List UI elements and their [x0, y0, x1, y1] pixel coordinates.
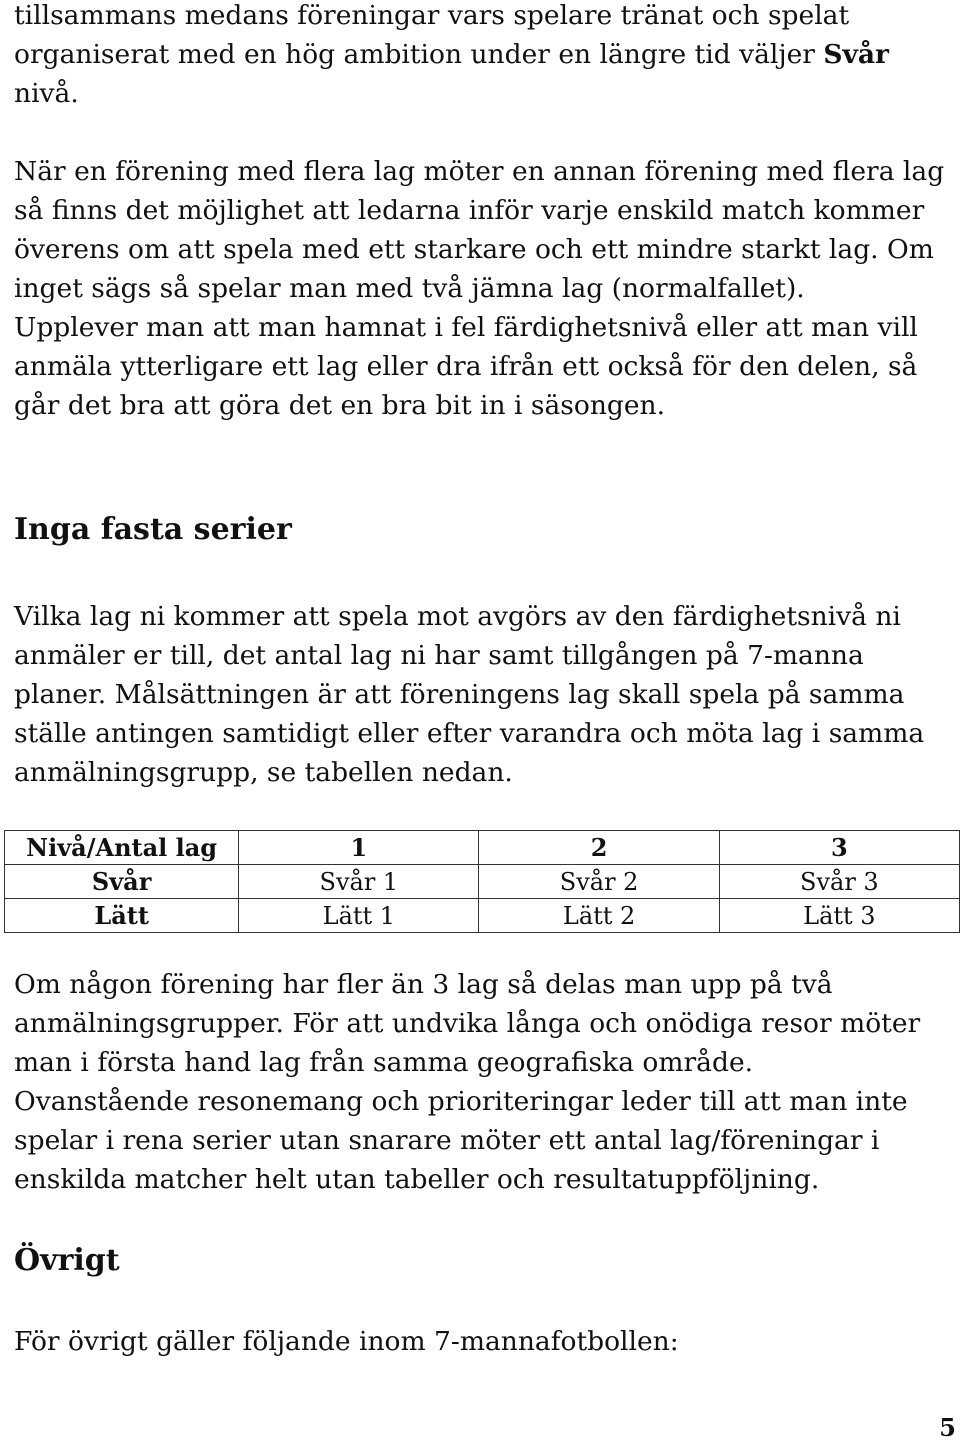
table-cell: Svår 2: [479, 865, 719, 899]
table-row: [5, 865, 960, 899]
table-row: [5, 899, 960, 933]
table-header-cell: 1: [239, 831, 479, 865]
table-header-cell: 3: [719, 831, 959, 865]
level-table: [4, 830, 960, 933]
table-cell: Lätt 1: [239, 899, 479, 933]
paragraph-groups: Om någon förening har fler än 3 lag så delas man upp på två anmälningsgrupper. För att undvika långa och onödiga resor möter man i första hand lag från samma geografiska område. Ovanstående resonemang och prioriteringar leder till att man inte spelar i rena serier utan snarare möter ett antal lag/föreningar i enskilda matcher helt utan tabeller och resultatuppföljning.: [14, 969, 921, 1195]
page-number: 5: [939, 1413, 956, 1442]
table-cell: Svår 1: [239, 865, 479, 899]
table-header-cell: Nivå/Antal lag: [5, 831, 239, 865]
paragraph-text: När en förening med flera lag möter en annan förening med flera lag så finns det möjlighet att ledarna inför varje enskild match kommer överens om att spela med ett starkare och ett mindre starkt lag. Om inget sägs så spelar man med två jämna lag (normalfallet).: [14, 156, 945, 304]
table-cell: Lätt 3: [719, 899, 959, 933]
bold-term: Svår: [823, 39, 890, 70]
table-cell: Lätt 2: [479, 899, 719, 933]
paragraph-tail: nivå.: [14, 78, 79, 109]
paragraph-other-rules: För övrigt gäller följande inom 7-mannafotbollen:: [14, 1326, 679, 1357]
section-heading-no-fixed-series: Inga fasta serier: [14, 512, 292, 547]
paragraph-opponents: Vilka lag ni kommer att spela mot avgörs av den färdighetsnivå ni anmäler er till, det antal lag ni har samt tillgången på 7-manna planer. Målsättningen är att föreningens lag skall spela på samma ställe antingen samtidigt eller efter varandra och möta lag i samma anmälningsgrupp, se tabellen nedan.: [14, 601, 925, 788]
table-header-row: [5, 831, 960, 865]
table-row-label: Svår: [5, 865, 239, 899]
table-row-label: Lätt: [5, 899, 239, 933]
paragraph-text: tillsammans medans föreningar vars spelare tränat och spelat organiserat med en hög ambition under en längre tid väljer: [14, 0, 850, 70]
paragraph-text-continued: Upplever man att man hamnat i fel färdighetsnivå eller att man vill anmäla ytterligare ett lag eller dra ifrån ett också för den delen, så går det bra att göra det en bra bit in i säsongen.: [14, 312, 918, 421]
table-header-cell: 2: [479, 831, 719, 865]
section-heading-other: Övrigt: [14, 1243, 120, 1278]
paragraph-multiple-teams: [14, 152, 949, 425]
paragraph-skill-level: [14, 0, 934, 113]
table-cell: Svår 3: [719, 865, 959, 899]
